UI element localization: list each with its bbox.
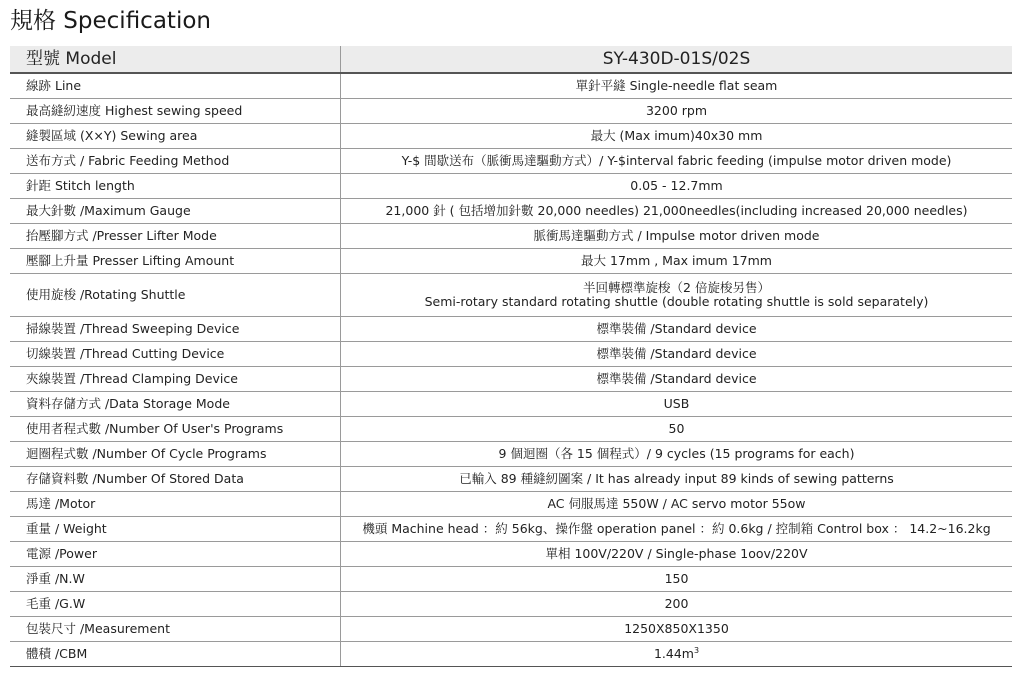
table-row bbox=[10, 442, 1012, 467]
row-label: 迴圈程式數 /Number Of Cycle Programs bbox=[10, 442, 341, 467]
row-label: 電源 /Power bbox=[10, 542, 341, 567]
row-value: 標準裝備 /Standard device bbox=[341, 317, 1013, 342]
table-row bbox=[10, 317, 1012, 342]
row-value bbox=[341, 274, 1013, 317]
row-label: 最大針數 /Maximum Gauge bbox=[10, 199, 341, 224]
table-row bbox=[10, 517, 1012, 542]
row-value: 200 bbox=[341, 592, 1013, 617]
table-header-row bbox=[10, 46, 1012, 73]
table-row bbox=[10, 617, 1012, 642]
row-value: 1250X850X1350 bbox=[341, 617, 1013, 642]
row-label: 針距 Stitch length bbox=[10, 174, 341, 199]
table-row bbox=[10, 592, 1012, 617]
row-label: 體積 /CBM bbox=[10, 642, 341, 667]
row-value: 最大 17mm , Max imum 17mm bbox=[341, 249, 1013, 274]
row-value-line-1: 半回轉標準旋梭（2 倍旋梭另售） bbox=[583, 280, 770, 295]
row-value: 單針平縫 Single-needle flat seam bbox=[341, 73, 1013, 99]
row-value bbox=[341, 642, 1013, 667]
table-row bbox=[10, 149, 1012, 174]
row-label: 重量 / Weight bbox=[10, 517, 341, 542]
row-label: 存儲資料數 /Number Of Stored Data bbox=[10, 467, 341, 492]
row-label: 最高縫紉速度 Highest sewing speed bbox=[10, 99, 341, 124]
table-row bbox=[10, 99, 1012, 124]
row-value: 21,000 針 ( 包括增加針數 20,000 needles) 21,000needles(including increased 20,000 needles) bbox=[341, 199, 1013, 224]
table-row bbox=[10, 367, 1012, 392]
row-label: 抬壓腳方式 /Presser Lifter Mode bbox=[10, 224, 341, 249]
model-label: 型號 Model bbox=[10, 46, 341, 73]
row-label: 資料存儲方式 /Data Storage Mode bbox=[10, 392, 341, 417]
page-title: 規格 Specification bbox=[10, 8, 211, 34]
table-row bbox=[10, 642, 1012, 667]
row-value: 0.05 - 12.7mm bbox=[341, 174, 1013, 199]
row-label: 切線裝置 /Thread Cutting Device bbox=[10, 342, 341, 367]
row-label: 夾線裝置 /Thread Clamping Device bbox=[10, 367, 341, 392]
row-value: 單相 100V/220V / Single-phase 1oov/220V bbox=[341, 542, 1013, 567]
row-label: 淨重 /N.W bbox=[10, 567, 341, 592]
table-row bbox=[10, 342, 1012, 367]
table-row bbox=[10, 417, 1012, 442]
table-row bbox=[10, 567, 1012, 592]
table-row bbox=[10, 492, 1012, 517]
row-value: USB bbox=[341, 392, 1013, 417]
row-value: AC 伺服馬達 550W / AC servo motor 55ow bbox=[341, 492, 1013, 517]
table-row bbox=[10, 124, 1012, 149]
row-value: Y-$ 間歇送布（脈衝馬達驅動方式）/ Y-$interval fabric feeding (impulse motor driven mode) bbox=[341, 149, 1013, 174]
row-label: 使用者程式數 /Number Of User's Programs bbox=[10, 417, 341, 442]
row-value: 標準裝備 /Standard device bbox=[341, 367, 1013, 392]
spec-table bbox=[10, 46, 1012, 667]
row-value-line-2: Semi-rotary standard rotating shuttle (double rotating shuttle is sold separately) bbox=[424, 294, 929, 309]
row-value: 50 bbox=[341, 417, 1013, 442]
table-row bbox=[10, 249, 1012, 274]
table-row bbox=[10, 274, 1012, 317]
row-label: 包裝尺寸 /Measurement bbox=[10, 617, 341, 642]
row-label: 送布方式 / Fabric Feeding Method bbox=[10, 149, 341, 174]
row-label: 毛重 /G.W bbox=[10, 592, 341, 617]
row-value: 機頭 Machine head ：約 56kg、操作盤 operation panel ：約 0.6kg / 控制箱 Control box ： 14.2~16.2kg bbox=[341, 517, 1013, 542]
cbm-value: 1.44m bbox=[653, 646, 694, 661]
table-row bbox=[10, 174, 1012, 199]
table-row bbox=[10, 73, 1012, 99]
row-value: 脈衝馬達驅動方式 / Impulse motor driven mode bbox=[341, 224, 1013, 249]
row-label: 線跡 Line bbox=[10, 73, 341, 99]
cbm-superscript: 3 bbox=[693, 645, 700, 655]
table-row bbox=[10, 199, 1012, 224]
row-label: 縫製區域 (X×Y) Sewing area bbox=[10, 124, 341, 149]
row-value: 已輸入 89 種縫紉圖案 / It has already input 89 kinds of sewing patterns bbox=[341, 467, 1013, 492]
table-row bbox=[10, 392, 1012, 417]
row-label: 壓腳上升量 Presser Lifting Amount bbox=[10, 249, 341, 274]
table-row bbox=[10, 542, 1012, 567]
row-value: 9 個迴圈（各 15 個程式）/ 9 cycles (15 programs for each) bbox=[341, 442, 1013, 467]
row-label: 掃線裝置 /Thread Sweeping Device bbox=[10, 317, 341, 342]
table-row bbox=[10, 224, 1012, 249]
row-label: 使用旋梭 /Rotating Shuttle bbox=[10, 274, 341, 317]
row-value: 標準裝備 /Standard device bbox=[341, 342, 1013, 367]
row-value: 3200 rpm bbox=[341, 99, 1013, 124]
table-row bbox=[10, 467, 1012, 492]
model-value: SY-430D-01S/02S bbox=[341, 46, 1013, 73]
row-label: 馬達 /Motor bbox=[10, 492, 341, 517]
row-value: 最大 (Max imum)40x30 mm bbox=[341, 124, 1013, 149]
row-value: 150 bbox=[341, 567, 1013, 592]
